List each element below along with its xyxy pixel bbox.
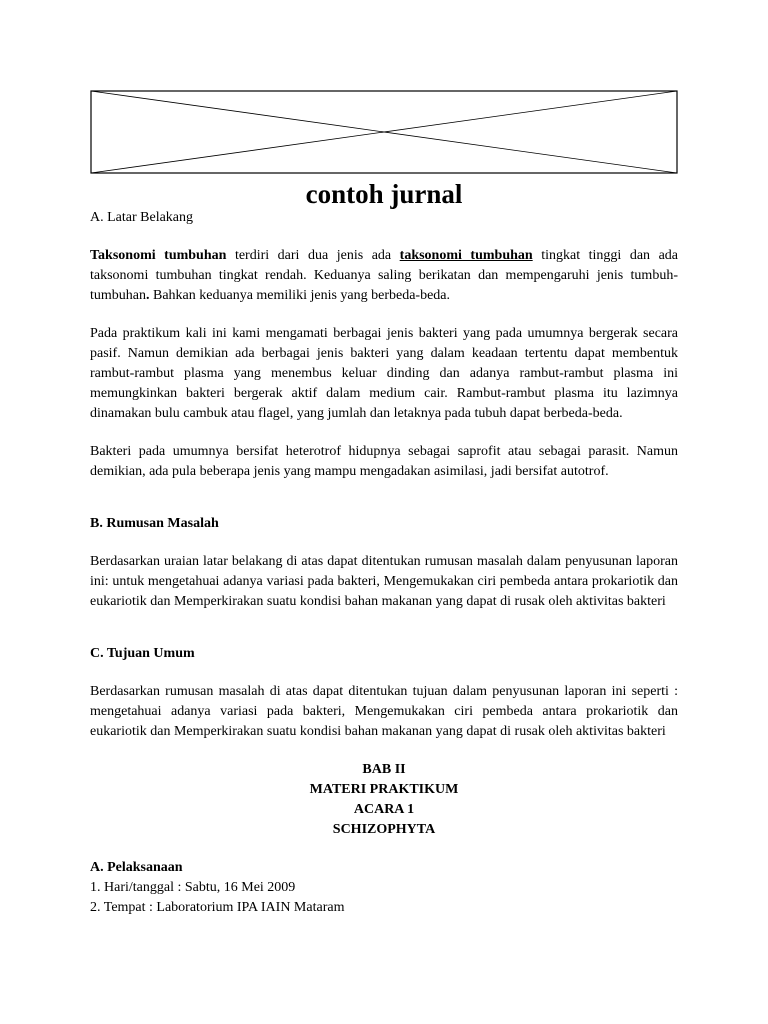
paragraph-tujuan: Berdasarkan rumusan masalah di atas dapat ditentukan tujuan dalam penyusunan laporan ini seperti : mengetahuai adanya variasi pada bakteri, Mengemukakan ciri pembeda antara prokariotik dan eukariotik dan Memperkirakan suatu kondisi bahan makanan yang dapat di rusak oleh aktivitas bakteri	[90, 684, 678, 739]
section-heading-pelaksanaan: A. Pelaksanaan	[90, 860, 183, 875]
section-heading-latar: A. Latar Belakang	[90, 210, 194, 225]
bab-heading: BAB II	[362, 762, 406, 777]
paragraph-taksonomi: Taksonomi tumbuhan terdiri dari dua jenis ada taksonomi tumbuhan tingkat tinggi dan ada taksonomi tumbuhan tingkat rendah. Keduanya saling berikatan dan mempengaruhi jenis tumbuh-tumbuhan. Bahkan keduanya memiliki jenis yang berbeda-beda.	[90, 248, 678, 303]
section-heading-tujuan: C. Tujuan Umum	[90, 646, 195, 661]
materi-heading: MATERI PRAKTIKUM	[309, 782, 459, 797]
acara-heading: ACARA 1	[353, 802, 415, 817]
taksonomi-link[interactable]: taksonomi tumbuhan	[399, 248, 533, 263]
paragraph-rumusan: Berdasarkan uraian latar belakang di atas dapat ditentukan rumusan masalah dalam penyusunan laporan ini: untuk mengetahuai adanya variasi pada bakteri, Mengemukakan ciri pembeda antara prokariotik dan eukariotik dan Memperkirakan suatu kondisi bahan makanan yang dapat di rusak oleh aktivitas bakteri	[90, 554, 678, 609]
list-item: 2. Tempat : Laboratorium IPA IAIN Mataram	[90, 900, 345, 915]
document-body	[90, 208, 678, 918]
page-title: contoh jurnal	[305, 179, 463, 209]
paragraph-praktikum: Pada praktikum kali ini kami mengamati berbagai jenis bakteri yang pada umumnya bergerak secara pasif. Namun demikian ada berbagai jenis bakteri yang dalam keadaan tertentu dapat membentuk rambut-rambut plasma yang menembus keluar dinding dan adanya rambut-rambut plasma ini memungkinkan bakteri bergerak aktif dalam medium cair. Rambut-rambut plasma itu lazimnya dinamakan bulu cambuk atau flagel, yang jumlah dan letaknya pada tubuh dapat berbeda-beda.	[90, 326, 678, 421]
bold-term: Taksonomi tumbuhan	[90, 248, 227, 263]
schizophyta-heading: SCHIZOPHYTA	[332, 822, 436, 837]
missing-image-placeholder	[90, 90, 678, 174]
paragraph-bakteri: Bakteri pada umumnya bersifat heterotrof hidupnya sebagai saprofit atau sebagai parasit. Namun demikian, ada pula beberapa jenis yang mampu mengadakan asimilasi, jadi bersifat autotrof.	[90, 444, 678, 479]
section-heading-rumusan: B. Rumusan Masalah	[90, 516, 219, 531]
list-item: 1. Hari/tanggal : Sabtu, 16 Mei 2009	[90, 880, 296, 895]
